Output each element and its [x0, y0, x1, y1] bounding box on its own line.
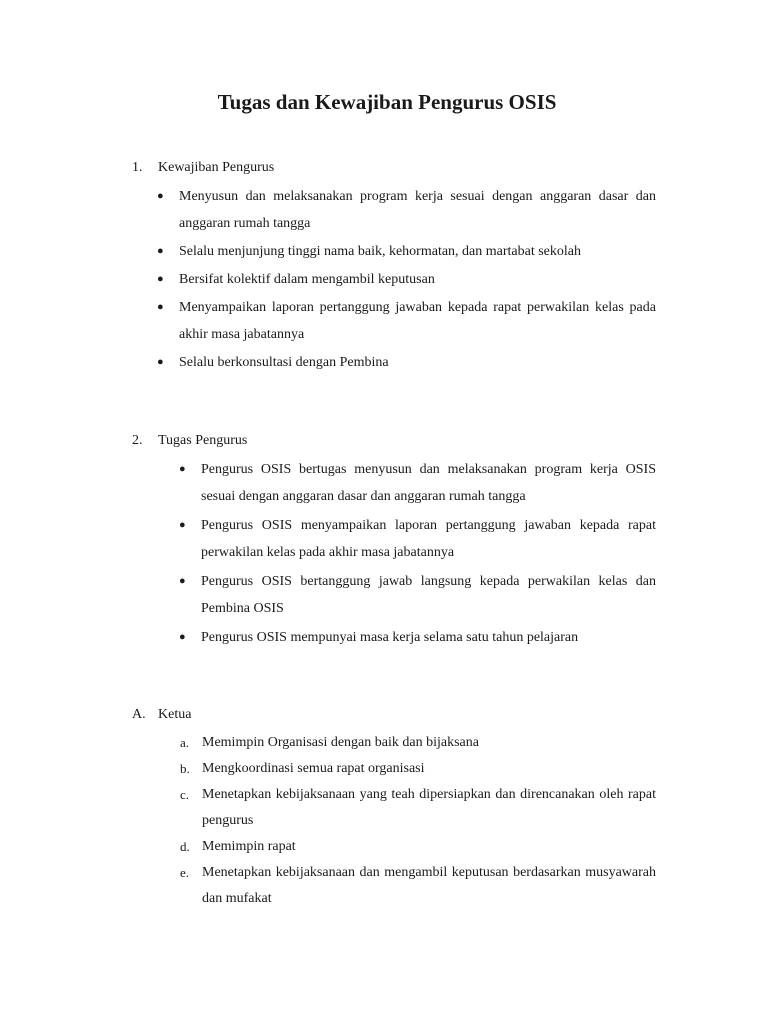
- list-item: [132, 834, 656, 860]
- section-tugas-pengurus: [132, 432, 656, 651]
- lettered-list: [132, 730, 656, 912]
- page-title: Tugas dan Kewajiban Pengurus OSIS: [217, 90, 557, 114]
- section-title: Kewajiban Pengurus: [158, 160, 275, 175]
- bullet-list: [132, 456, 656, 651]
- list-item-text: Menyusun dan melaksanakan program kerja sesuai dengan anggaran dasar dan anggaran rumah tangga: [179, 189, 656, 231]
- section-title: Tugas Pengurus: [158, 433, 248, 448]
- list-item-text: Pengurus OSIS bertugas menyusun dan melaksanakan program kerja OSIS sesuai dengan anggaran dasar dan anggaran rumah tangga: [201, 462, 656, 504]
- bullet-icon: ●: [157, 190, 164, 202]
- bullet-icon: ●: [179, 463, 186, 475]
- section-heading: [132, 706, 656, 724]
- section-number: 1.: [132, 160, 143, 175]
- list-item: [132, 860, 656, 912]
- list-item: [132, 756, 656, 782]
- list-item: [132, 624, 656, 651]
- list-item-text: Memimpin rapat: [202, 839, 296, 854]
- bullet-icon: ●: [179, 575, 186, 587]
- list-item-text: Pengurus OSIS bertanggung jawab langsung kepada perwakilan kelas dan Pembina OSIS: [201, 574, 656, 616]
- bullet-icon: ●: [157, 273, 164, 285]
- section-heading: [132, 159, 656, 177]
- list-item-text: Mengkoordinasi semua rapat organisasi: [202, 761, 425, 776]
- list-item-text: Memimpin Organisasi dengan baik dan bijaksana: [202, 735, 479, 750]
- list-item-text: Pengurus OSIS mempunyai masa kerja selama satu tahun pelajaran: [201, 630, 579, 645]
- list-item-text: Menetapkan kebijaksanaan yang teah dipersiapkan dan direncanakan oleh rapat pengurus: [202, 787, 656, 828]
- bullet-list: [132, 183, 656, 376]
- bullet-icon: ●: [157, 356, 164, 368]
- bullet-icon: ●: [157, 301, 164, 313]
- section-heading: [132, 432, 656, 450]
- list-item: [132, 730, 656, 756]
- list-item: [132, 456, 656, 510]
- bullet-icon: ●: [179, 519, 186, 531]
- list-item-letter: d.: [180, 839, 190, 854]
- section-kewajiban-pengurus: [132, 159, 656, 376]
- bullet-icon: ●: [157, 245, 164, 257]
- list-item: [132, 183, 656, 237]
- section-number: 2.: [132, 433, 143, 448]
- list-item-letter: b.: [180, 761, 190, 776]
- section-number: A.: [132, 707, 146, 722]
- list-item: [132, 512, 656, 566]
- list-item-letter: c.: [180, 787, 190, 802]
- list-item-text: Bersifat kolektif dalam mengambil keputusan: [179, 272, 435, 287]
- list-item: [132, 238, 656, 265]
- list-item-text: Menetapkan kebijaksanaan dan mengambil keputusan berdasarkan musyawarah dan mufakat: [202, 865, 656, 906]
- list-item-letter: a.: [180, 735, 190, 750]
- list-item-letter: e.: [180, 865, 190, 880]
- list-item-text: Pengurus OSIS menyampaikan laporan pertanggung jawaban kepada rapat perwakilan kelas pada akhir masa jabatannya: [201, 518, 656, 560]
- list-item: [132, 568, 656, 622]
- list-item: [132, 349, 656, 376]
- list-item: [132, 294, 656, 348]
- list-item-text: Selalu menjunjung tinggi nama baik, kehormatan, dan martabat sekolah: [179, 244, 582, 259]
- list-item-text: Selalu berkonsultasi dengan Pembina: [179, 355, 389, 370]
- bullet-icon: ●: [179, 631, 186, 643]
- section-title: Ketua: [158, 707, 192, 722]
- section-ketua: [132, 706, 656, 912]
- list-item: [132, 782, 656, 834]
- list-item-text: Menyampaikan laporan pertanggung jawaban kepada rapat perwakilan kelas pada akhir masa jabatannya: [179, 300, 656, 342]
- list-item: [132, 266, 656, 293]
